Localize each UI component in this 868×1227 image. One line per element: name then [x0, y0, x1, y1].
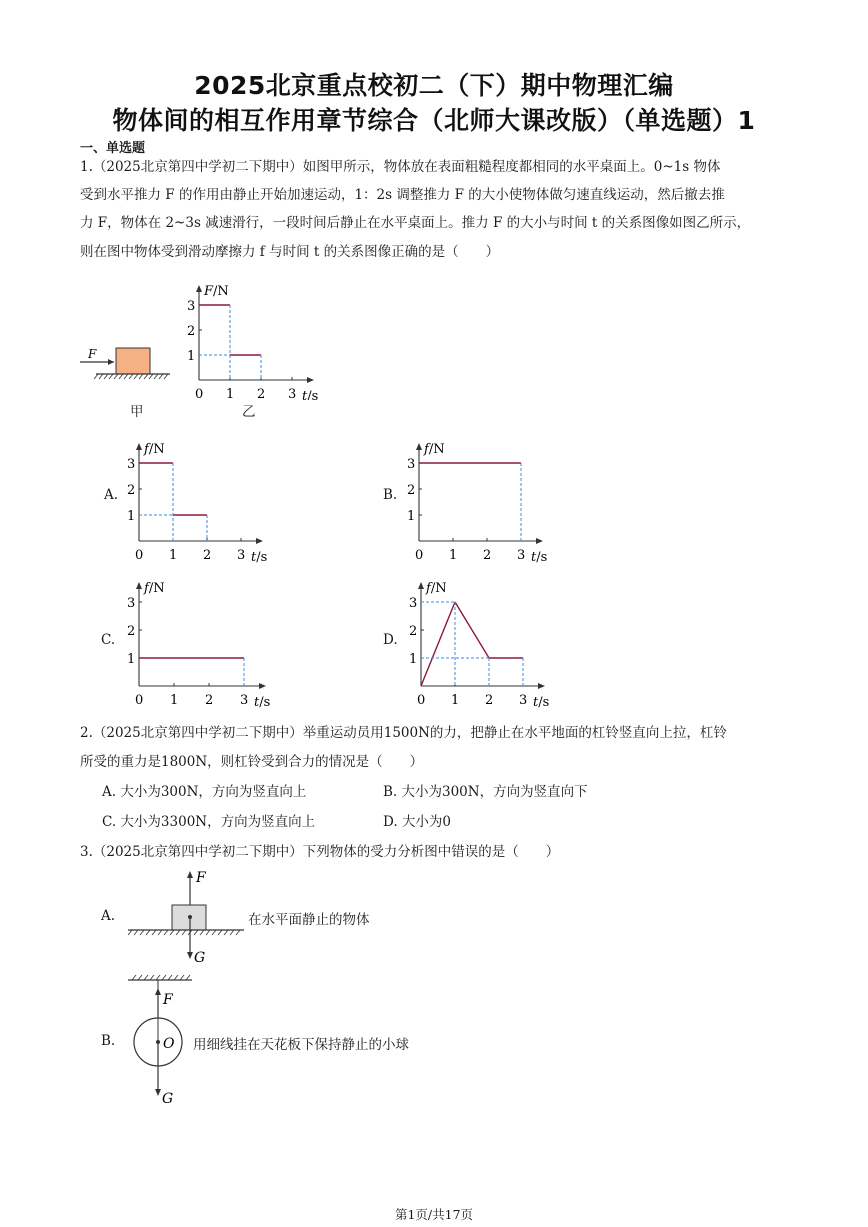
y-tick-label: 2	[407, 483, 416, 498]
y-axis-label: f/N	[144, 442, 165, 457]
q1-option-a-chart[interactable]	[120, 425, 280, 563]
q2-option-b[interactable]: B. 大小为300N，方向为竖直向下	[383, 784, 588, 800]
q1-text-line1: 1.（2025北京第四中学初二下期中）如图甲所示，物体放在表面粗糙程度都相同的水平桌面上。0~1s 物体	[80, 159, 721, 175]
y-axis-label: f/N	[424, 442, 445, 457]
x-tick-label: 1	[226, 387, 235, 400]
y-tick-label: 2	[127, 483, 136, 498]
x-tick-label: 1	[169, 548, 178, 563]
q2-option-c[interactable]: C. 大小为3300N，方向为竖直向上	[102, 814, 316, 830]
x-axis-arrow	[536, 538, 543, 544]
q3-option-b-caption: 用细线挂在天花板下保持静止的小球	[193, 1037, 409, 1053]
y-axis-label: f/N	[426, 581, 447, 596]
x-tick-label: 3	[237, 548, 246, 563]
x-tick-label: 3	[517, 548, 526, 563]
q2-text-line2: 所受的重力是1800N，则杠铃受到合力的情况是（ ）	[80, 754, 424, 770]
force-g-label: G	[194, 950, 206, 966]
section-heading: 一、单选题	[80, 141, 146, 156]
force-f-label: F	[196, 870, 206, 886]
q3-option-a-caption: 在水平面静止的物体	[248, 912, 370, 928]
q3-text-line1: 3.（2025北京第四中学初二下期中）下列物体的受力分析图中错误的是（ ）	[80, 844, 560, 860]
jia-force-label: F	[88, 347, 97, 361]
x-axis-label: t/s	[254, 695, 271, 708]
data-segment	[455, 602, 489, 658]
y-tick-label: 2	[127, 624, 136, 639]
x-axis-label: t/s	[251, 550, 268, 563]
q2-option-a[interactable]: A. 大小为300N，方向为竖直向上	[102, 784, 307, 800]
q1-text-line3: 力 F，物体在 2~3s 减速滑行，一段时间后静止在水平桌面上。推力 F 的大小与时间 t 的关系图像如图乙所示，	[80, 215, 751, 231]
y-axis-arrow	[418, 582, 424, 589]
y-axis-arrow	[136, 582, 142, 589]
force-f-label-b: F	[163, 992, 173, 1008]
q1-figure-yi-chart	[180, 270, 330, 400]
q1-text-line2: 受到水平推力 F 的作用由静止开始加速运动，1：2s 调整推力 F 的大小使物体做匀速直线运动，然后撤去推	[80, 187, 725, 203]
x-axis-label: t/s	[533, 695, 550, 708]
y-tick-label: 3	[127, 457, 136, 472]
x-tick-label: 2	[483, 548, 492, 563]
ground-hatch	[94, 374, 168, 379]
x-tick-label: 3	[240, 693, 249, 708]
x-axis-label: t/s	[302, 389, 319, 400]
y-tick-label: 3	[127, 596, 136, 611]
q3-option-a-diagram[interactable]	[120, 865, 250, 970]
x-tick-label: 0	[415, 548, 424, 563]
q1-option-c-chart[interactable]	[120, 570, 280, 708]
q1-option-d-chart[interactable]	[400, 570, 560, 708]
figure-yi-caption: 乙	[242, 404, 256, 420]
x-tick-label: 2	[205, 693, 214, 708]
page-title: 2025北京重点校初二（下）期中物理汇编	[194, 71, 674, 100]
y-axis-label: F/N	[204, 284, 229, 299]
q1-text-line4: 则在图中物体受到滑动摩擦力 f 与时间 t 的关系图像正确的是（ ）	[80, 244, 500, 260]
y-tick-label: 2	[409, 624, 418, 639]
x-tick-label: 2	[485, 693, 494, 708]
x-tick-label: 1	[451, 693, 460, 708]
page-subtitle: 物体间的相互作用章节综合（北师大课改版）（单选题）1	[112, 106, 756, 135]
x-axis-arrow	[256, 538, 263, 544]
x-axis-arrow	[307, 377, 314, 383]
y-axis-arrow	[416, 443, 422, 450]
y-tick-label: 1	[127, 509, 136, 524]
y-axis-arrow	[196, 285, 202, 292]
q1-option-d-label[interactable]: D.	[383, 632, 398, 648]
y-tick-label: 1	[407, 509, 416, 524]
x-tick-label: 2	[203, 548, 212, 563]
x-tick-label: 1	[449, 548, 458, 563]
x-tick-label: 1	[170, 693, 179, 708]
y-axis-label: f/N	[144, 581, 165, 596]
x-tick-label: 3	[519, 693, 528, 708]
x-tick-label: 0	[135, 693, 144, 708]
q2-text-line1: 2.（2025北京第四中学初二下期中）举重运动员用1500N的力，把静止在水平地面的杠铃竖直向上拉，杠铃	[80, 725, 727, 741]
q1-option-a-label[interactable]: A.	[104, 487, 119, 503]
q3-option-a-label[interactable]: A.	[101, 908, 116, 924]
force-g-label-b: G	[162, 1091, 174, 1107]
q1-option-b-chart[interactable]	[400, 425, 560, 563]
data-segment	[421, 602, 455, 686]
center-o-label: O	[163, 1036, 175, 1052]
y-tick-label: 3	[187, 299, 196, 314]
x-axis-label: t/s	[531, 550, 548, 563]
x-tick-label: 0	[135, 548, 144, 563]
y-tick-label: 3	[407, 457, 416, 472]
x-tick-label: 0	[195, 387, 204, 400]
x-axis-arrow	[538, 683, 545, 689]
y-tick-label: 2	[187, 324, 196, 339]
q1-option-c-label[interactable]: C.	[101, 632, 116, 648]
q1-figure-jia	[70, 330, 180, 390]
y-tick-label: 1	[187, 349, 196, 364]
x-axis-arrow	[259, 683, 266, 689]
q1-option-b-label[interactable]: B.	[383, 487, 398, 503]
q2-option-d[interactable]: D. 大小为0	[383, 814, 452, 830]
page-footer: 第1页/共17页	[394, 1207, 474, 1222]
figure-jia-caption: 甲	[130, 404, 144, 420]
y-tick-label: 1	[127, 652, 136, 667]
x-tick-label: 3	[288, 387, 297, 400]
y-tick-label: 3	[409, 596, 418, 611]
x-tick-label: 2	[257, 387, 266, 400]
x-tick-label: 0	[417, 693, 426, 708]
y-tick-label: 1	[409, 652, 418, 667]
y-axis-arrow	[136, 443, 142, 450]
q3-option-b-label[interactable]: B.	[101, 1033, 116, 1049]
